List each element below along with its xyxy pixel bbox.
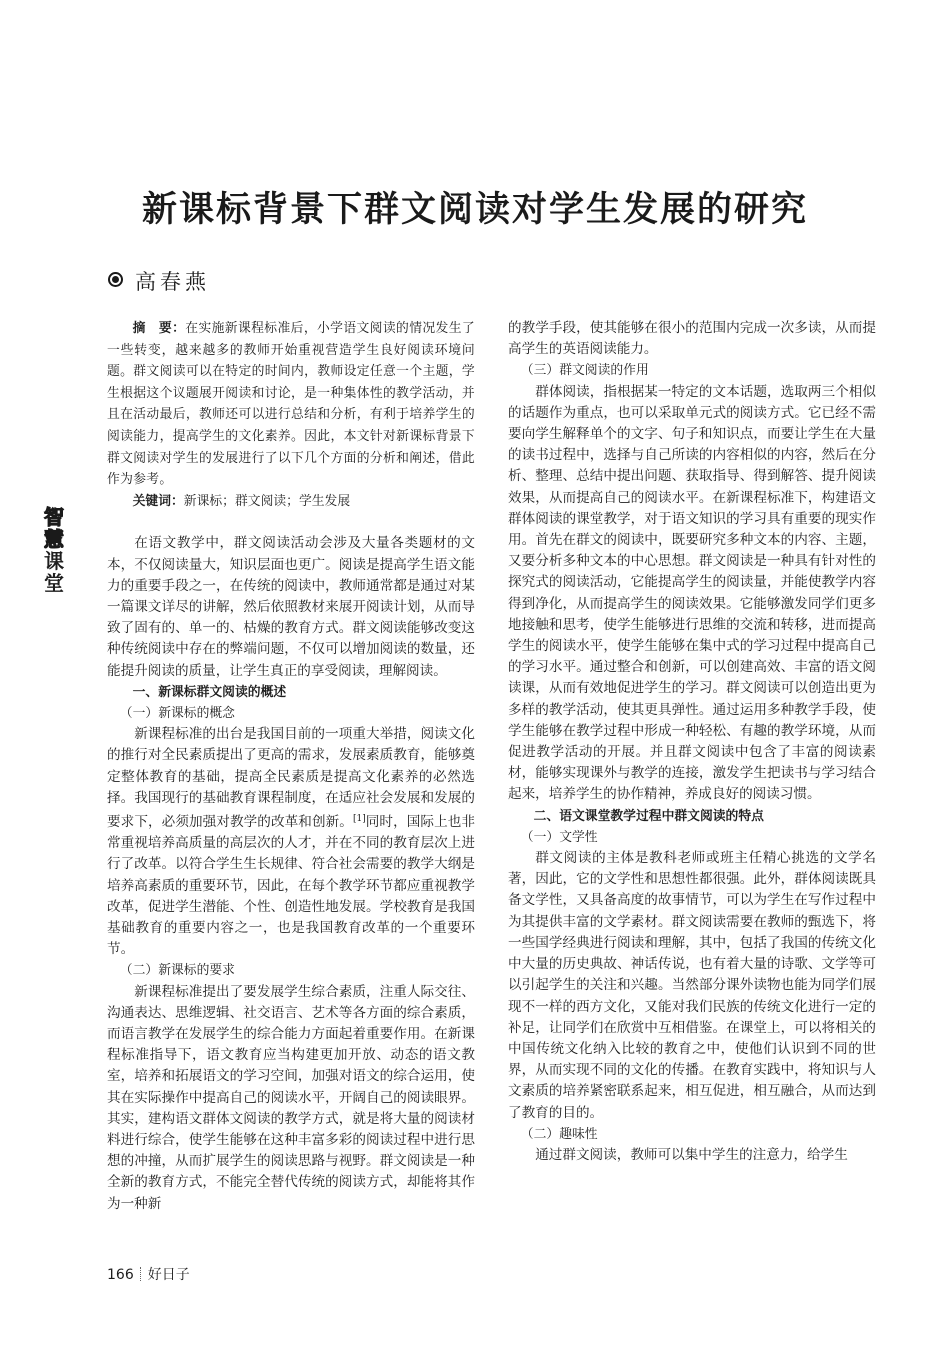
author-line [108,266,210,296]
side-label-char: 堂 [44,571,64,595]
section1-sub2-heading: （二）新课标的要求 [119,963,235,979]
paragraph-text: 同时，国际上也非常重视培养高质量的高层次的人才，并在不同的教育层次上进行了改革。以符合学生生长规律、符合社会需要的教学大纲是培养高素质的重要环节，因此，在每个教学环节都应重视教学改革，促进学生潜能、个性、创造性地发展。学校教育是我国基础教育的重要内容之一，也是我国教育改革的一个重要环节。 [107,813,476,958]
author-name: 高春燕 [135,270,210,294]
section2-sub1-paragraph: 群文阅读的主体是教科老师或班主任精心挑选的文学名著，因此，它的文学性和思想性都很强。此外，群体阅读既具备文学性，又具备高度的故事情节，可以为学生在写作过程中为其提供丰富的文学素材。群文阅读需要在教师的甄选下，将一些国学经典进行阅读和理解，其中，包括了我国的传统文化中大量的历史典故、神话传说，也有着大量的诗歌、文学等可以引起学生的关注和兴趣。当然部分课外读物也能为同学们展现不一样的西方文化，又能对我们民族的传统文化进行一定的补足，让同学们在欣赏中互相借鉴。在课堂上，可以将相关的中国传统文化纳入比较的教育之中，使他们认识到不同的世界，从而实现不同的文化的传播。在教育实践中，将知识与人文素质的培养紧密联系起来，相互促进，相互融合，从而达到了教育的目的。 [508,850,876,1121]
article-title: 新课标背景下群文阅读对学生发展的研究 [141,190,808,230]
page-number: 166 [107,1267,134,1283]
side-label-char: 课 [44,549,64,573]
abstract-label: 摘 要： [132,321,186,336]
intro-paragraph: 在语文教学中，群文阅读活动会涉及大量各类题材的文本，不仅阅读量大，知识层面也更广。阅读是提高学生语文能力的重要手段之一，在传统的阅读中，教师通常都是通过对某一篇课文详尽的讲解，然后依照教材来展开阅读计划，从而导致了固有的、单一的、枯燥的教育方式。群文阅读能够改变这种传统阅读中存在的弊端问题，不仅可以增加阅读的数量，还能提升阅读的质量，让学生真正的享受阅读，理解阅读。 [107,535,475,679]
section2-sub1-heading: （一）文学性 [520,829,598,845]
section1-sub2-paragraph: 新课程标准提出了要发展学生综合素质，注重人际交往、沟通表达、思维逻辑、社交语言、艺术等各方面的综合素质，而语言教学在发展学生的综合能力方面起着重要作用。在新课程标准指导下，语文教育应当构建更加开放、动态的语文教室，培养和拓展语文的学习空间，加强对语文的综合运用，使其在实际操作中提高自己的阅读水平，开阔自己的阅读眼界。其实，建构语文群体文阅读的教学方式，就是将大量的阅读材料进行综合，使学生能够在这种丰富多彩的阅读过程中进行思想的冲撞，从而扩展学生的阅读思路与视野。群文阅读是一种全新的教育方式，不能完全替代传统的阅读方式，却能将其作为一种新 [107,983,475,1212]
section1-sub3-heading: （三）群文阅读的作用 [520,363,649,379]
keywords [107,491,475,513]
side-label-char: 智 [44,505,64,529]
keywords-label: 关键词： [132,493,184,509]
section1-sub3-paragraph: 群体阅读，指根据某一特定的文本话题，选取两三个相似的话题作为重点，也可以采取单元式的阅读方式。它已经不需要向学生解释单个的文字、句子和知识点，而要让学生在大量的读书过程中，选择与自己所读的内容相似的内容，然后在分析、整理、总结中提出问题、获取指导、得到解答、提升阅读效果，从而提高自己的阅读水平。在新课程标准下，构建语文群体阅读的课堂教学，对于语文知识的学习具有重要的现实作用。首先在群文的阅读中，既要研究多种文本的内容、主题，又要分析多种文本的中心思想。群文阅读是一种具有针对性的探究式的阅读活动，它能提高学生的阅读量，并能使教学内容得到净化，从而提高学生的阅读效果。它能够激发同学们更多地接触和思考，使学生能够进行思维的交流和转移，进而提高学生的阅读水平，使学生能够在集中式的学习过程中提高自己的学习水平。通过整合和创新，可以创建高效、丰富的语文阅读课，从而有效地促进学生的学习。群文阅读可以创造出更为多样的教学活动，使其更具弹性。通过运用多种教学手段，使学生能够在教学过程中形成一种轻松、有趣的教学环境，从而促进教学活动的开展。并且群文阅读中包含了丰富的阅读素材，能够实现课外与教学的连接，激发学生把读书与学习结合起来，培养学生的协作精神，养成良好的阅读习惯。 [508,383,876,803]
abstract [107,318,475,491]
side-label-char: 慧 [44,527,64,551]
journal-name: 好日子 [147,1267,190,1283]
section2-sub2-heading: （二）趣味性 [520,1126,598,1142]
section1-sub1-heading: （一）新课标的概念 [119,705,235,721]
footer-separator [140,1267,142,1281]
abstract-text: 在实施新课程标准后，小学语文阅读的情况发生了一些转变，越来越多的教师开始重视营造学生良好阅读环境问题。群文阅读可以在特定的时间内，教师设定任意一个主题，学生根据这个议题展开阅读和讨论，是一种集体性的教学活动，并且在活动最后，教师还可以进行总结和分析，有利于培养学生的阅读能力，提高学生的文化素养。因此，本文针对新课标背景下群文阅读对学生的发展进行了以下几个方面的分析和阐述，借此作为参考。 [107,321,475,488]
right-column [508,318,876,1166]
section2-heading: 二、语文课堂教学过程中群文阅读的特点 [533,808,764,824]
section1-sub1-paragraph [107,724,475,960]
section2-sub2-paragraph: 通过群文阅读，教师可以集中学生的注意力，给学生 [535,1146,848,1163]
section1-heading: 一、新课标群文阅读的概述 [132,684,287,700]
continued-paragraph: 的教学手段，使其能够在很小的范围内完成一次多读，从而提高学生的英语阅读能力。 [508,320,876,358]
citation-mark: [1] [352,813,366,824]
keywords-text: 新课标；群文阅读；学生发展 [183,493,351,509]
side-column-label [42,506,66,594]
author-bullet-icon [108,272,123,287]
left-column [107,318,475,1215]
page-footer [107,1264,190,1284]
paragraph-text: 新课程标准的出台是我国目前的一项重大举措，阅读文化的推行对全民素质提出了更高的需求，发展素质教育，能够奠定整体教育的基础，提高全民素质是提高文化素养的必然选择。我国现行的基础教育课程制度，在适应社会发展和发展的要求下，必须加强对教学的改革和创新。 [107,726,475,830]
